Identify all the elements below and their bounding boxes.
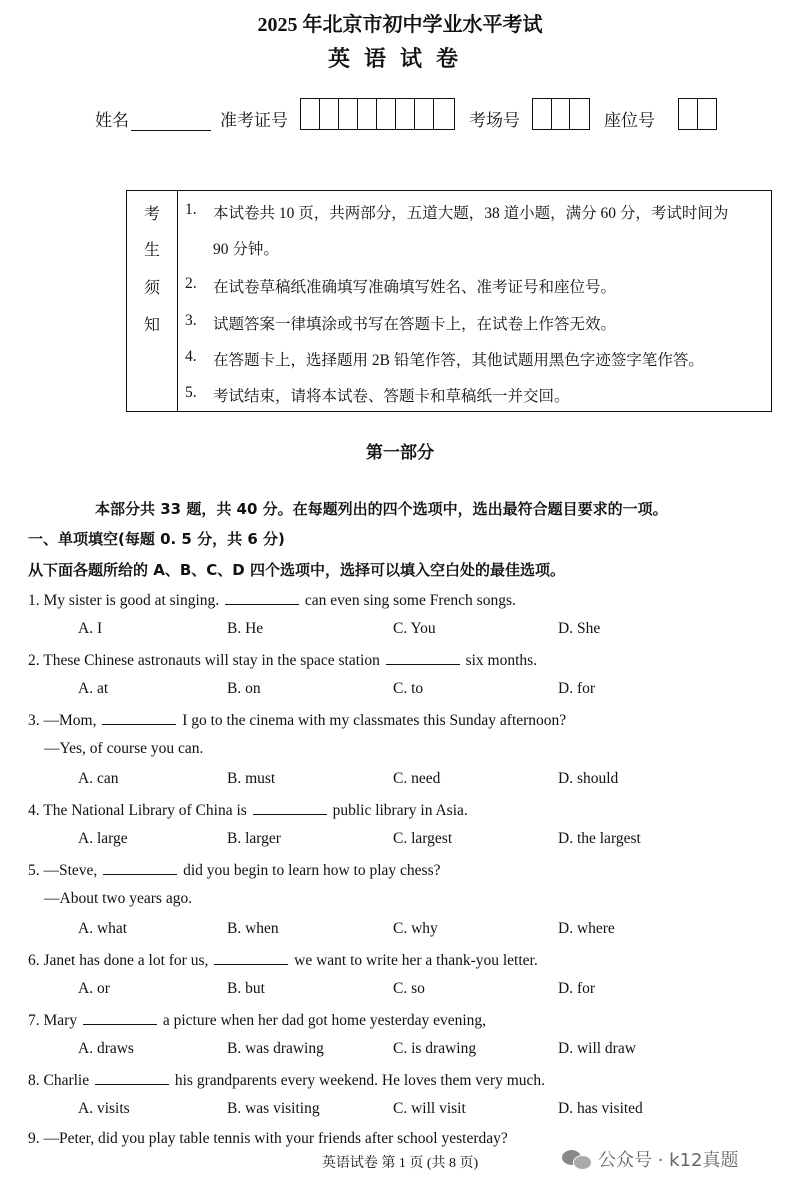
notice-item-text: 考试结束，请将本试卷、答题卡和草稿纸一并交回。 [213, 388, 570, 405]
question-stem: 3. —Mom, I go to the cinema with my classmates this Sunday afternoon? [28, 712, 567, 729]
question-stem: 4. The National Library of China is public library in Asia. [28, 802, 468, 819]
dialogue-reply: —Yes, of course you can. [44, 740, 204, 757]
section-title: 一、单项填空(每题 0. 5 分，共 6 分) [28, 530, 285, 548]
candidate-notice-box [126, 190, 772, 412]
dialogue-reply: —About two years ago. [44, 890, 193, 907]
question-option: A. I [78, 620, 103, 637]
notice-item-num: 2. [185, 275, 197, 292]
notice-side-char: 知 [143, 317, 160, 334]
question-option: B. was visiting [227, 1100, 320, 1117]
question-stem: 2. These Chinese astronauts will stay in the space station six months. [28, 652, 538, 669]
answer-blank [83, 1010, 157, 1025]
question-option: C. is drawing [393, 1040, 477, 1057]
question-option: C. largest [393, 830, 453, 847]
notice-side-char: 生 [143, 242, 160, 259]
question-option: B. but [227, 980, 265, 997]
question-option: D. for [558, 680, 596, 697]
seat-label: 座位号 [604, 111, 655, 130]
question-option: C. so [393, 980, 425, 997]
watermark [562, 1146, 739, 1172]
notice-side-char: 须 [143, 280, 160, 297]
notice-item-num: 3. [185, 312, 197, 329]
notice-side-label [127, 191, 178, 411]
question-stem: 9. —Peter, did you play table tennis with your friends after school yesterday? [28, 1130, 508, 1147]
question-option: A. at [78, 680, 109, 697]
notice-item-text: 在答题卡上，选择题用 2B 铅笔作答，其他试题用黑色字迹签字笔作答。 [213, 352, 704, 369]
question-option: C. need [393, 770, 441, 787]
question-stem: 1. My sister is good at singing. can even sing some French songs. [28, 592, 516, 609]
notice-item-text: 在试卷草稿纸准确填写准确填写姓名、准考证号和座位号。 [213, 279, 617, 296]
question-option: B. larger [227, 830, 281, 847]
question-option: D. for [558, 980, 596, 997]
question-option: A. what [78, 920, 128, 937]
question-option: D. the largest [558, 830, 641, 847]
answer-blank [214, 950, 288, 965]
question-option: A. or [78, 980, 110, 997]
notice-item-text: 本试卷共 10 页，共两部分，五道大题，38 道小题，满分 60 分，考试时间为 [213, 205, 729, 222]
notice-item-num: 1. [185, 201, 197, 218]
answer-blank [225, 590, 299, 605]
question-option: C. why [393, 920, 438, 937]
name-label: 姓名 [95, 111, 129, 130]
exam-number-boxes [300, 98, 455, 130]
room-label: 考场号 [469, 111, 520, 130]
question-option: D. She [558, 620, 601, 637]
question-option: C. You [393, 620, 436, 637]
question-stem: 7. Mary a picture when her dad got home yesterday evening, [28, 1012, 487, 1029]
name-blank [131, 112, 211, 131]
question-option: A. can [78, 770, 119, 787]
question-option: D. should [558, 770, 619, 787]
notice-item-num: 5. [185, 384, 197, 401]
question-option: B. He [227, 620, 264, 637]
exam-number-label: 准考证号 [220, 111, 288, 130]
question-option: B. was drawing [227, 1040, 324, 1057]
wechat-icon [562, 1148, 592, 1170]
part-title: 第一部分 [366, 443, 434, 462]
notice-item-num: 4. [185, 348, 197, 365]
answer-blank [386, 650, 460, 665]
answer-blank [103, 860, 177, 875]
notice-side-char: 考 [143, 206, 160, 223]
answer-blank [95, 1070, 169, 1085]
notice-item-text: 90 分钟。 [213, 241, 279, 258]
question-option: B. when [227, 920, 279, 937]
answer-blank [253, 800, 327, 815]
watermark-text: 公众号 · k12真题 [598, 1150, 739, 1171]
question-option: C. will visit [393, 1100, 466, 1117]
question-option: A. draws [78, 1040, 134, 1057]
answer-blank [102, 710, 176, 725]
question-option: B. must [227, 770, 276, 787]
question-option: D. will draw [558, 1040, 636, 1057]
question-stem: 8. Charlie his grandparents every weekend. He loves them very much. [28, 1072, 546, 1089]
part-description: 本部分共 33 题，共 40 分。在每题列出的四个选项中，选出最符合题目要求的一项。 [95, 500, 668, 518]
subject-title: 英语试卷 [327, 46, 472, 71]
seat-boxes [678, 98, 717, 130]
question-stem: 5. —Steve, did you begin to learn how to play chess? [28, 862, 441, 879]
question-option: A. large [78, 830, 128, 847]
room-boxes [532, 98, 590, 130]
question-stem: 6. Janet has done a lot for us, we want to write her a thank-you letter. [28, 952, 538, 969]
section-instruction: 从下面各题所给的 A、B、C、D 四个选项中，选择可以填入空白处的最佳选项。 [28, 561, 565, 579]
page-footer: 英语试卷 第 1 页 (共 8 页) [321, 1156, 479, 1171]
question-option: B. on [227, 680, 261, 697]
notice-item-text: 试题答案一律填涂或书写在答题卡上，在试卷上作答无效。 [213, 316, 617, 333]
exam-title: 2025 年北京市初中学业水平考试 [257, 14, 543, 36]
question-option: D. has visited [558, 1100, 643, 1117]
name-field [95, 106, 211, 131]
question-option: D. where [558, 920, 615, 937]
question-option: C. to [393, 680, 424, 697]
question-option: A. visits [78, 1100, 130, 1117]
